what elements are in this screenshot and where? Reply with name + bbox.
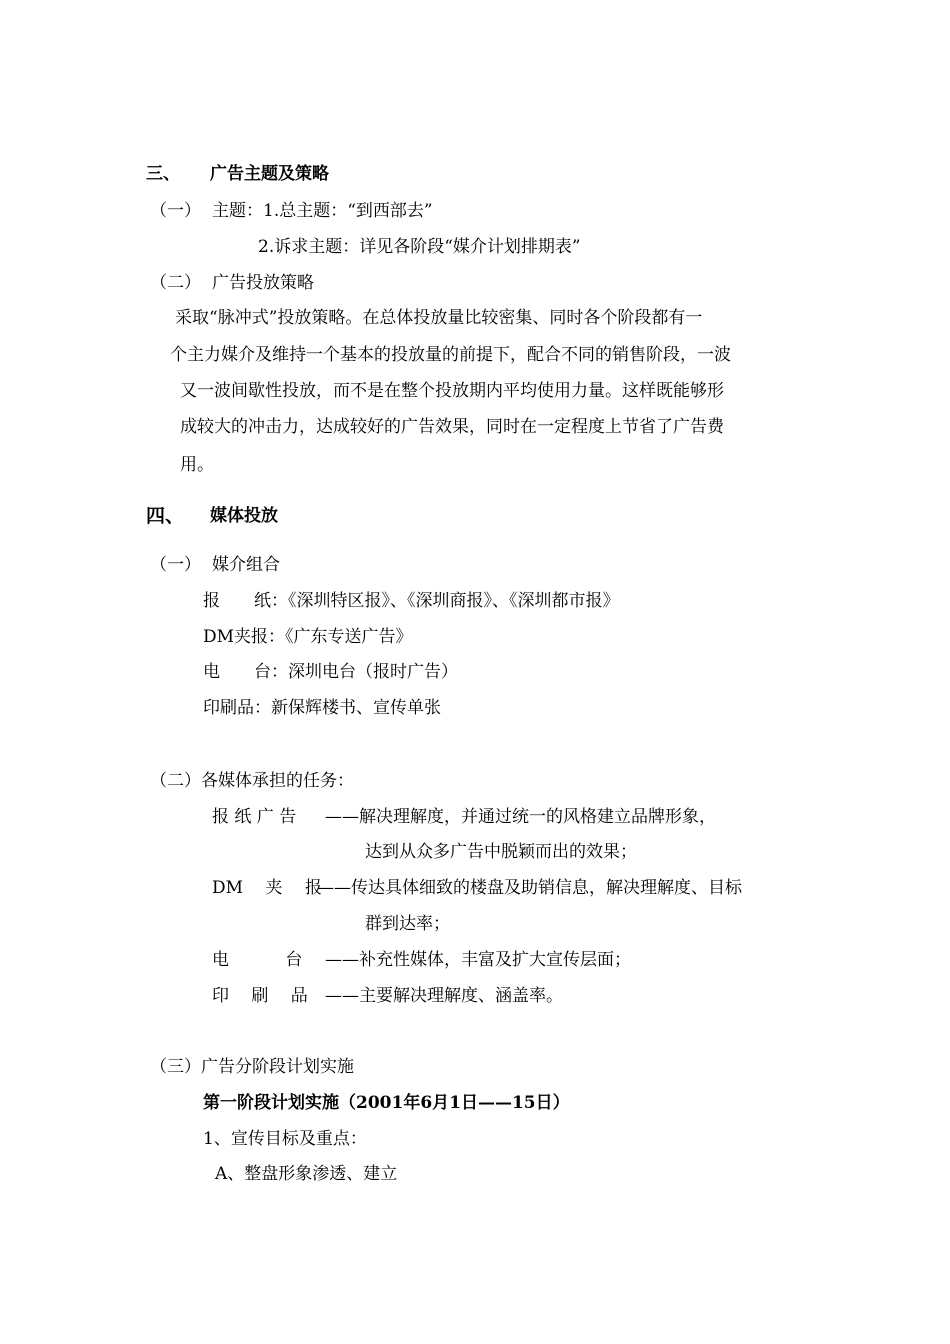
media-mix-item <box>203 661 458 683</box>
section3-sub2-label: （二） <box>150 273 201 293</box>
section4-title: 媒体投放 <box>210 506 278 526</box>
section3-number: 三、 <box>146 164 180 184</box>
task-desc: ——主要解决理解度、涵盖率。 <box>325 986 563 1006</box>
section4-number: 四、 <box>146 505 185 527</box>
media-mix-item <box>203 697 441 719</box>
media-mix-item <box>203 590 620 612</box>
strategy-paragraph-line: 又一波间歇性投放，而不是在整个投放期内平均使用力量。这样既能够形 <box>180 381 724 401</box>
section3-sub1-label: （一） <box>150 201 201 221</box>
media-mix-value: 《深圳特区报》、《深圳商报》、《深圳都市报》 <box>288 591 620 611</box>
task-desc: ——传达具体细致的楼盘及助销信息，解决理解度、目标 <box>317 878 742 898</box>
media-mix-value: 《广东专送广告》 <box>285 627 413 647</box>
strategy-paragraph-line: 个主力媒介及维持一个基本的投放量的前提下，配合不同的销售阶段，一波 <box>170 345 731 365</box>
media-mix-value: 深圳电台（报时广告） <box>288 662 458 682</box>
media-mix-label: 报 纸： <box>203 591 288 611</box>
strategy-paragraph-line: 用。 <box>180 455 214 475</box>
strategy-paragraph-line: 采取“脉冲式”投放策略。在总体投放量比较密集、同时各个阶段都有一 <box>175 308 703 328</box>
section4-sub1-text: 媒介组合 <box>212 555 280 575</box>
task-desc-cont: 群到达率； <box>365 914 450 934</box>
task-desc-cont: 达到从众多广告中脱颖而出的效果； <box>365 842 637 862</box>
media-mix-label: DM夹报： <box>203 627 286 647</box>
section3-title: 广告主题及策略 <box>210 164 329 184</box>
task-name: 电 台 <box>212 950 303 970</box>
media-mix-item <box>203 626 413 648</box>
task-desc: ——解决理解度，并通过统一的风格建立品牌形象， <box>325 807 716 827</box>
task-name: 报 纸 广 告 <box>212 807 297 827</box>
strategy-paragraph-line: 成较大的冲击力，达成较好的广告效果，同时在一定程度上节省了广告费 <box>180 417 724 437</box>
phase-goal: 1、宣传目标及重点： <box>203 1129 367 1149</box>
media-mix-label: 印刷品： <box>203 698 271 718</box>
task-desc: ——补充性媒体，丰富及扩大宣传层面； <box>325 950 631 970</box>
section3-sub1-text: 主题：1.总主题：“到西部去” <box>212 201 433 221</box>
section4-sub1-label: （一） <box>150 555 201 575</box>
media-mix-label: 电 台： <box>203 662 288 682</box>
section4-sub3-heading: （三）广告分阶段计划实施 <box>150 1057 354 1077</box>
media-mix-value: 新保辉楼书、宣传单张 <box>271 698 441 718</box>
section4-sub2-heading: （二）各媒体承担的任务： <box>150 771 354 791</box>
phase-item-a: A、整盘形象渗透、建立 <box>215 1164 398 1184</box>
section3-sub1-line2: 2.诉求主题：详见各阶段“媒介计划排期表” <box>258 237 581 257</box>
task-name: 印 刷 品 <box>212 986 308 1006</box>
section3-sub2-text: 广告投放策略 <box>212 273 314 293</box>
task-name: DM 夹 报 <box>212 878 322 898</box>
phase-title: 第一阶段计划实施（2001年6月1日——15日） <box>203 1093 570 1113</box>
